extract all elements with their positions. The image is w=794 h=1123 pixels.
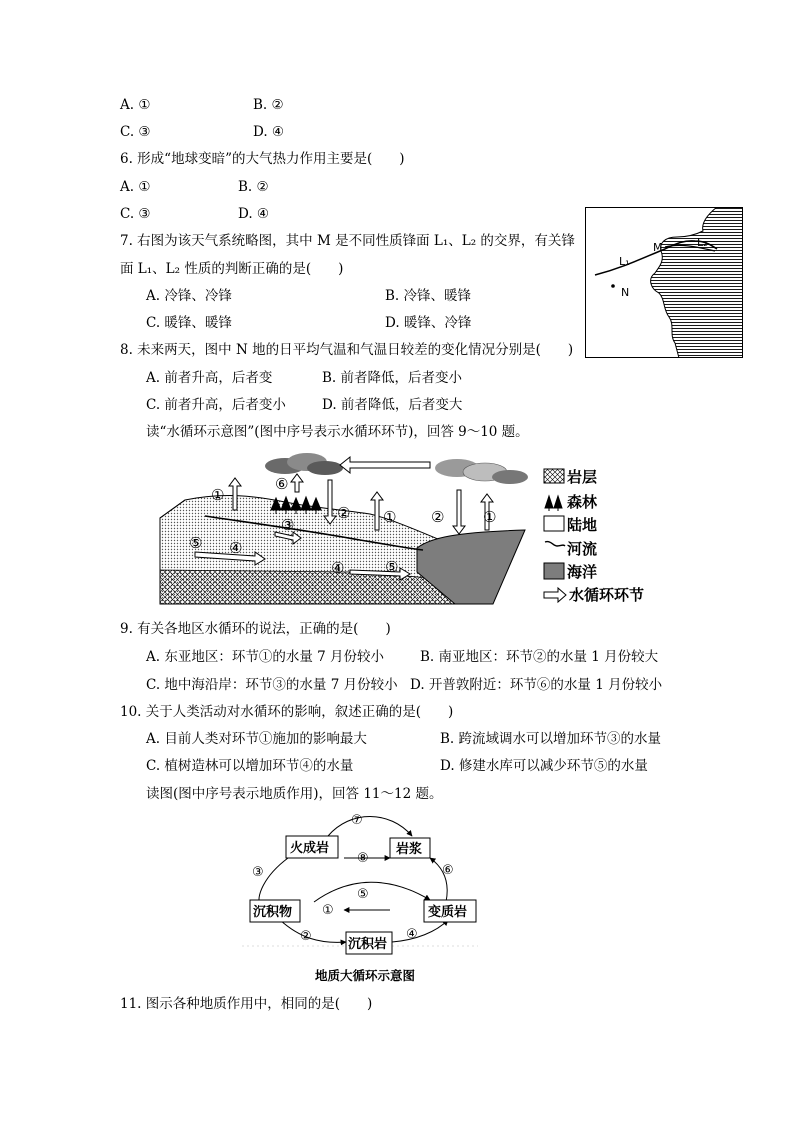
rock-cycle-caption: 地质大循环示意图 xyxy=(315,968,416,983)
q8-option-c: C. 前者升高，后者变小 xyxy=(146,397,286,413)
q10-option-b: B. 跨流域调水可以增加环节③的水量 xyxy=(440,731,662,747)
cloud-right xyxy=(435,459,528,484)
q6-option-c: C. ③ xyxy=(120,206,151,222)
q10-option-d: D. 修建水库可以减少环节⑤的水量 xyxy=(440,758,648,774)
rc-num-1: ① xyxy=(322,903,334,918)
wc-num-1c: ① xyxy=(483,508,497,526)
q8-stem: 8. 未来两天，图中 N 地的日平均气温和气温日较差的变化情况分别是( ) xyxy=(120,342,574,358)
label-N: N xyxy=(621,286,630,299)
q7-option-c: C. 暖锋、暖锋 xyxy=(146,315,232,331)
intro-11-12: 读图(图中序号表示地质作用)，回答 11～12 题。 xyxy=(146,786,443,802)
q6-option-b: B. ② xyxy=(238,179,269,195)
q9-stem: 9. 有关各地区水循环的说法，正确的是( ) xyxy=(120,621,391,637)
intro-9-10: 读“水循环示意图”(图中序号表示水循环环节)，回答 9～10 题。 xyxy=(146,424,529,440)
arrow-precip-ocean xyxy=(453,490,465,534)
wc-num-1a: ① xyxy=(211,486,225,504)
arrow-4 xyxy=(392,920,448,942)
rc-num-2: ② xyxy=(300,929,312,944)
q7-option-d: D. 暖锋、冷锋 xyxy=(385,315,472,331)
q10-option-c: C. 植树造林可以增加环节④的水量 xyxy=(146,758,354,774)
legend-ocean-swatch xyxy=(544,563,564,579)
legend-forest-label: 森林 xyxy=(567,493,598,511)
wc-num-1b: ① xyxy=(383,508,397,526)
q5-option-d: D. ④ xyxy=(253,124,285,140)
label-L2: L₂ xyxy=(697,236,708,249)
q9-option-b: B. 南亚地区：环节②的水量 1 月份较大 xyxy=(420,649,659,665)
legend-land-swatch xyxy=(544,516,564,531)
q6-stem: 6. 形成“地球变暗”的大气热力作用主要是( ) xyxy=(120,151,405,167)
legend-ocean-label: 海洋 xyxy=(567,563,598,581)
legend-river-label: 河流 xyxy=(567,540,598,558)
q7-stem-line2: 面 L₁、L₂ 性质的判断正确的是( ) xyxy=(120,261,344,277)
arrow-7 xyxy=(328,817,412,837)
q5-option-a: A. ① xyxy=(120,97,151,113)
wc-num-5a: ⑤ xyxy=(189,534,203,552)
q8-option-a: A. 前者升高，后者变 xyxy=(146,370,273,386)
rc-num-4: ④ xyxy=(406,927,418,942)
point-N xyxy=(611,284,615,288)
arrow-transpiration xyxy=(291,474,303,492)
rc-num-3: ③ xyxy=(252,865,264,880)
legend-link-label: 水循环环节 xyxy=(569,586,645,604)
rock-cycle-diagram xyxy=(240,806,480,986)
water-cycle-legend xyxy=(544,468,644,604)
q9-option-c: C. 地中海沿岸：环节③的水量 7 月份较小 xyxy=(146,677,398,693)
q6-option-a: A. ① xyxy=(120,179,151,195)
q7-option-b: B. 冷锋、暖锋 xyxy=(385,288,472,304)
arrow-2 xyxy=(280,920,346,942)
label-L1: L₁ xyxy=(619,255,630,268)
wc-num-3: ③ xyxy=(281,516,295,534)
wc-num-4b: ④ xyxy=(331,559,345,577)
q5-option-b: B. ② xyxy=(253,97,284,113)
vapor-transport-arrow xyxy=(340,457,430,473)
q6-option-d: D. ④ xyxy=(238,206,270,222)
label-sedimentary: 沉积岩 xyxy=(348,937,388,952)
q7-option-a: A. 冷锋、冷锋 xyxy=(146,288,232,304)
wc-num-2a: ② xyxy=(337,504,351,522)
label-sediment: 沉积物 xyxy=(253,905,293,920)
legend-river-icon xyxy=(545,542,565,546)
q9-option-a: A. 东亚地区：环节①的水量 7 月份较小 xyxy=(146,649,385,665)
q8-option-b: B. 前者降低，后者变小 xyxy=(322,370,463,386)
legend-rock-swatch xyxy=(544,469,564,483)
wc-num-2b: ② xyxy=(431,508,445,526)
q8-option-d: D. 前者降低，后者变大 xyxy=(322,397,463,413)
q9-option-d: D. 开普敦附近：环节⑥的水量 1 月份较小 xyxy=(410,677,663,693)
label-metamorphic: 变质岩 xyxy=(428,905,468,920)
q10-stem: 10. 关于人类活动对水循环的影响，叙述正确的是( ) xyxy=(120,704,454,720)
rc-num-5: ⑤ xyxy=(357,887,369,902)
wc-num-6: ⑥ xyxy=(275,475,289,493)
legend-rock-label: 岩层 xyxy=(567,468,598,486)
arrow-precip-land xyxy=(324,480,336,524)
wc-num-5b: ⑤ xyxy=(385,558,399,576)
weather-system-map xyxy=(585,207,743,358)
wc-num-4a: ④ xyxy=(229,539,243,557)
legend-land-label: 陆地 xyxy=(567,516,598,534)
label-magma: 岩浆 xyxy=(396,842,423,857)
rc-num-6: ⑥ xyxy=(442,863,454,878)
arrow-5 xyxy=(314,882,430,902)
water-cycle-diagram xyxy=(155,452,675,608)
label-M: M xyxy=(653,241,663,254)
label-igneous: 火成岩 xyxy=(290,841,330,856)
q5-option-c: C. ③ xyxy=(120,124,151,140)
rc-num-8: ⑧ xyxy=(357,851,369,866)
legend-arrow-icon xyxy=(544,588,566,602)
cloud-left xyxy=(265,453,343,475)
rc-num-7: ⑦ xyxy=(351,813,363,828)
q11-stem: 11. 图示各种地质作用中，相同的是( ) xyxy=(120,996,373,1012)
legend-forest-icon xyxy=(545,496,562,511)
q10-option-a: A. 目前人类对环节①施加的影响最大 xyxy=(146,731,367,747)
q7-stem-line1: 7. 右图为该天气系统略图，其中 M 是不同性质锋面 L₁、L₂ 的交界，有关锋 xyxy=(120,233,575,249)
